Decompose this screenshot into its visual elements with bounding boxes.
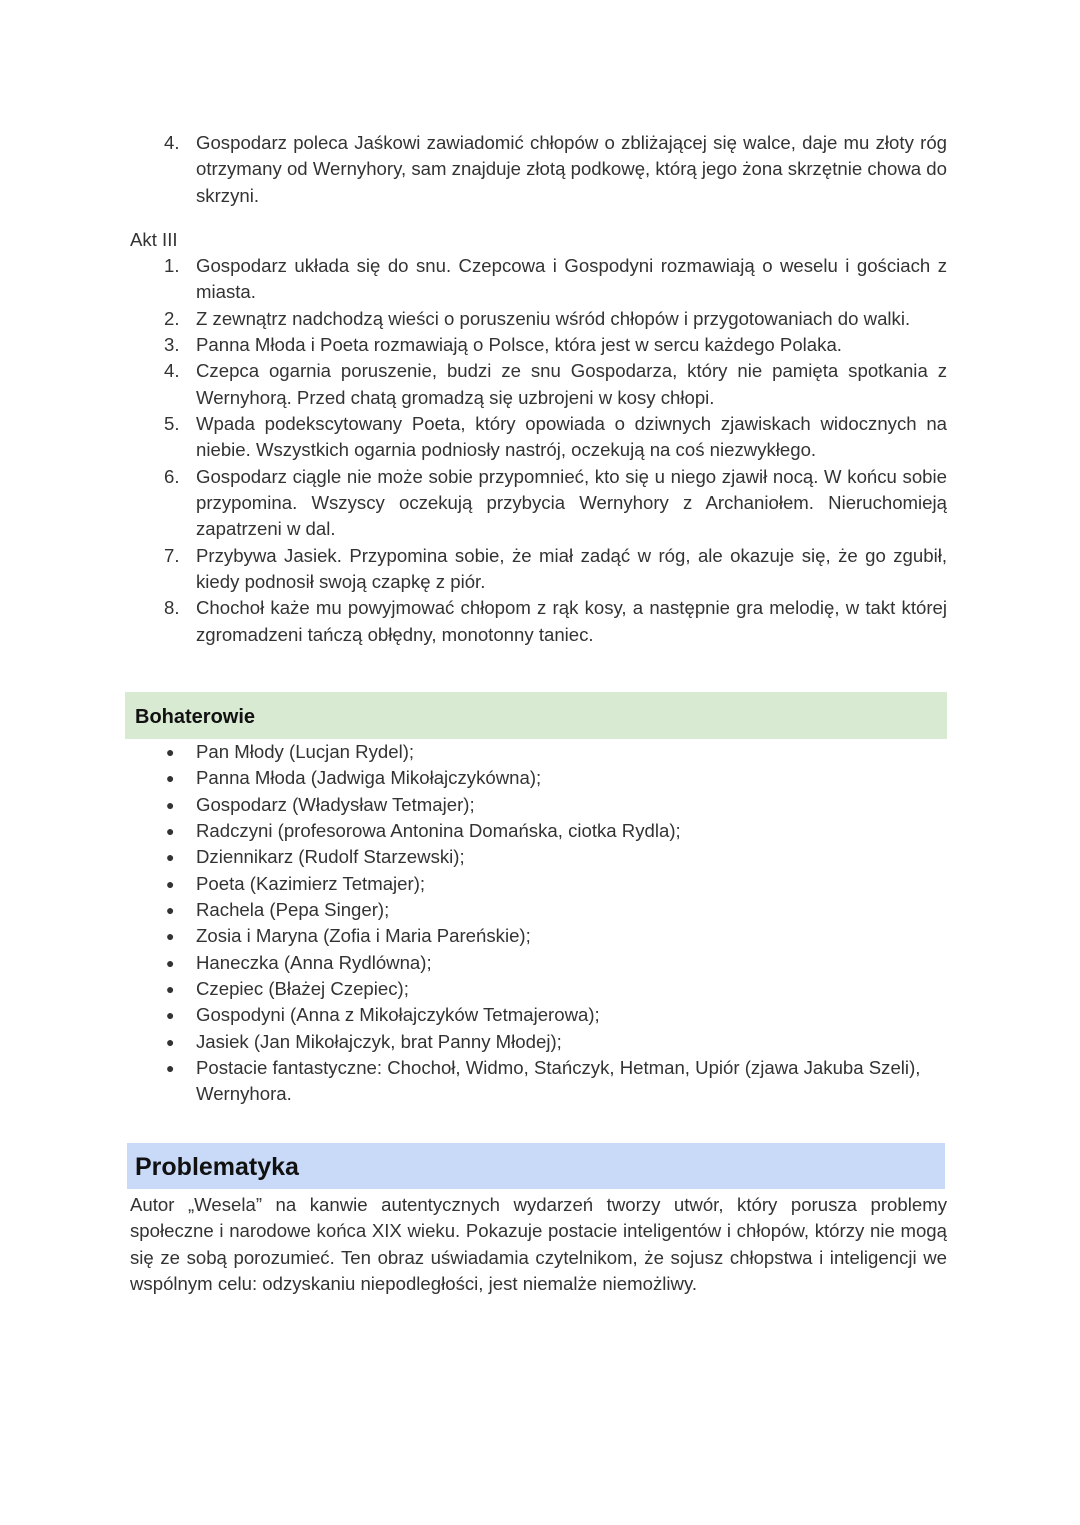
bullet-icon: ● — [166, 744, 175, 760]
character-text: Poeta (Kazimierz Tetmajer); — [196, 872, 426, 894]
character-text: Pan Młody (Lucjan Rydel); — [196, 741, 415, 762]
list-item — [130, 358, 947, 411]
list-item — [130, 411, 947, 464]
character-text: Haneczka (Anna Rydlówna); — [196, 951, 432, 973]
problematyka-heading: Problematyka — [135, 1153, 299, 1181]
bohaterowie-list — [130, 739, 947, 1108]
item-number: 8. — [164, 597, 180, 619]
character-text: Panna Młoda (Jadwiga Mikołajczykówna); — [196, 767, 542, 789]
bullet-icon: ● — [166, 1007, 175, 1024]
problematyka-text: Autor „Wesela” na kanwie autentycznych wydarzeń tworzy utwór, który porusza problemy społeczne i narodowe końca XIX wieku. Pokazuje postacie inteligentów i chłopów, którzy nie mogą się ze sobą porozumieć. Ten obraz uświadamia czytelnikom, że sojusz chłopstwa i inteligencji we wspólnym celu: odzyskaniu niepodległości, jest niemalże niemożliwy. — [130, 1194, 947, 1295]
bullet-icon: ● — [166, 981, 175, 998]
character-text: Postacie fantastyczne: Chochoł, Widmo, Stańczyk, Hetman, Upiór (zjawa Jakuba Szeli), Wernyhora. — [196, 1057, 921, 1105]
bohaterowie-heading-box — [125, 692, 947, 739]
list-item — [130, 332, 947, 358]
character-item — [130, 871, 947, 897]
item-text: Gospodarz układa się do snu. Czepcowa i Gospodyni rozmawiają o weselu i gościach z miasta. — [196, 255, 947, 303]
item-number: 6. — [164, 465, 180, 487]
character-text: Radczyni (profesorowa Antonina Domańska, ciotka Rydla); — [196, 820, 681, 842]
character-item — [130, 844, 947, 870]
character-item — [130, 792, 947, 818]
character-item — [130, 923, 947, 949]
item-text: Czepca ogarnia poruszenie, budzi ze snu Gospodarza, który nie pamięta spotkania z Wernyhorą. Przed chatą gromadzą się uzbrojeni w kosy chłopi. — [196, 360, 947, 408]
character-text: Rachela (Pepa Singer); — [196, 899, 390, 921]
bullet-icon: ● — [166, 954, 175, 971]
bullet-icon: ● — [166, 928, 175, 945]
bullet-icon: ● — [166, 796, 175, 813]
item-number: 4. — [164, 360, 180, 382]
akt3-label: Akt III — [130, 229, 178, 250]
character-item — [130, 897, 947, 923]
bullet-icon: ● — [166, 875, 175, 892]
character-item — [130, 1029, 947, 1055]
character-item — [130, 950, 947, 976]
problematyka-heading-box — [127, 1143, 945, 1189]
item-number: 3. — [164, 334, 180, 356]
list-item — [130, 595, 947, 648]
item-text: Wpada podekscytowany Poeta, który opowiada o dziwnych zjawiskach widocznych na niebie. Wszystkich ogarnia podniosły nastrój, oczekują na coś niezwykłego. — [196, 413, 947, 461]
item-text: Gospodarz ciągle nie może sobie przypomnieć, kto się u niego zjawił nocą. W końcu sobie przypomina. Wszyscy oczekują przybycia Wernyhory z Archaniołem. Nieruchomieją zapatrzeni w dal. — [196, 465, 947, 540]
character-text: Jasiek (Jan Mikołajczyk, brat Panny Młodej); — [196, 1030, 562, 1052]
character-text: Gospodarz (Władysław Tetmajer); — [196, 793, 475, 815]
item-number: 1. — [164, 255, 180, 276]
character-text: Zosia i Maryna (Zofia i Maria Pareńskie); — [196, 925, 531, 947]
character-item — [130, 1002, 947, 1028]
bullet-icon: ● — [166, 1060, 175, 1077]
character-text: Czepiec (Błażej Czepiec); — [196, 978, 409, 1000]
bullet-icon: ● — [166, 902, 175, 919]
akt3-list — [130, 253, 947, 648]
list-item — [130, 306, 947, 332]
character-item — [130, 1055, 947, 1108]
bullet-icon: ● — [166, 849, 175, 866]
item-number: 4. — [164, 132, 180, 153]
character-item — [130, 765, 947, 791]
character-item — [130, 739, 947, 765]
akt2-list-tail — [130, 130, 947, 209]
character-text: Dziennikarz (Rudolf Starzewski); — [196, 846, 465, 868]
bohaterowie-heading: Bohaterowie — [135, 706, 256, 728]
item-text: Gospodarz poleca Jaśkowi zawiadomić chłopów o zbliżającej się walce, daje mu złoty róg otrzymany od Wernyhory, sam znajduje złotą podkowę, którą jego żona skrzętnie chowa do skrzyni. — [196, 132, 947, 206]
item-number: 5. — [164, 413, 180, 435]
bullet-icon: ● — [166, 1033, 175, 1050]
list-item — [130, 253, 947, 306]
list-item — [130, 464, 947, 543]
item-number: 2. — [164, 307, 180, 329]
item-text: Panna Młoda i Poeta rozmawiają o Polsce, która jest w sercu każdego Polaka. — [196, 334, 842, 356]
item-text: Z zewnątrz nadchodzą wieści o poruszeniu wśród chłopów i przygotowaniach do walki. — [196, 307, 911, 329]
character-item — [130, 818, 947, 844]
character-item — [130, 976, 947, 1002]
character-text: Gospodyni (Anna z Mikołajczyków Tetmajerowa); — [196, 1004, 600, 1026]
item-text: Chochoł każe mu powyjmować chłopom z rąk kosy, a następnie gra melodię, w takt której zgromadzeni tańczą obłędny, monotonny taniec. — [196, 597, 947, 645]
item-number: 7. — [164, 544, 180, 566]
item-text: Przybywa Jasiek. Przypomina sobie, że miał zadąć w róg, ale okazuje się, że go zgubił, kiedy podnosił swoją czapkę z piór. — [196, 544, 947, 593]
list-item — [130, 130, 947, 209]
bullet-icon: ● — [166, 770, 175, 787]
list-item — [130, 543, 947, 596]
bullet-icon: ● — [166, 823, 175, 840]
